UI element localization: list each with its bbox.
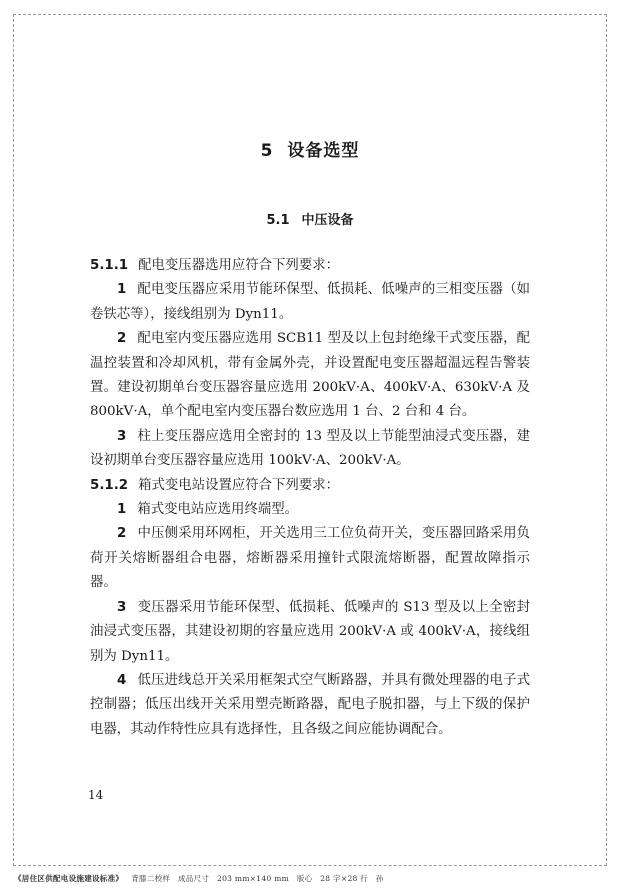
item-text: 低压进线总开关采用框架式空气断路器，并具有微处理器的电子式控制器；低压出线开关采用塑壳断路器，配电子脱扣器，与上下级的保护电器，其动作特性应具有选择性，且各级之间应能协调配合。	[90, 672, 530, 737]
footer-meta: 背膝二校样 成品尺寸 203 mm×140 mm 版心 28 字×28 行 孙	[131, 874, 384, 883]
list-item	[90, 278, 530, 327]
list-item	[90, 669, 530, 742]
section-heading	[0, 209, 620, 228]
chapter-number: 5	[260, 141, 274, 161]
list-item	[90, 596, 530, 669]
item-number: 3	[117, 428, 127, 444]
clause-text: 配电变压器选用应符合下列要求：	[138, 258, 339, 273]
item-number: 1	[117, 502, 127, 518]
item-text: 配电变压器应采用节能环保型、低损耗、低噪声的三相变压器（如卷铁芯等），接线组别为 Dyn11。	[90, 282, 530, 322]
clause-number: 5.1.2	[90, 477, 129, 493]
item-number: 4	[117, 672, 127, 688]
item-text: 变压器采用节能环保型、低损耗、低噪声的 S13 型及以上全密封油浸式变压器，其建设初期的容量应选用 200kV·A 或 400kV·A，接线组别为 Dyn11。	[90, 599, 530, 664]
clause-number: 5.1.1	[90, 258, 129, 273]
item-number: 2	[117, 331, 127, 347]
list-item	[90, 425, 530, 474]
footer-title: 《居住区供配电设施建设标准》	[14, 874, 124, 883]
clause-text: 箱式变电站设置应符合下列要求：	[138, 477, 339, 493]
item-number: 1	[117, 282, 127, 298]
list-item	[90, 522, 530, 595]
item-number: 3	[117, 599, 127, 615]
item-text: 箱式变电站应选用终端型。	[137, 502, 299, 518]
body-text	[90, 254, 530, 742]
section-number: 5.1	[266, 213, 290, 228]
item-number: 2	[117, 526, 127, 542]
chapter-heading	[0, 136, 620, 161]
item-text: 配电室内变压器应选用 SCB11 型及以上包封绝缘干式变压器，配温控装置和冷却风机，带有金属外壳，并设置配电变压器超温远程告警装置。建设初期单台变压器容量应选用 200kV·A、400kV·A、630kV·A 及 800kV·A，单个配电室内变压器台数应选用 1 台、2 台和 4 台。	[90, 331, 530, 420]
section-title: 中压设备	[301, 213, 354, 228]
chapter-title: 设备选型	[287, 141, 360, 161]
clause-5-1-2	[90, 474, 530, 498]
print-footer	[14, 873, 384, 884]
list-item	[90, 327, 530, 425]
list-item	[90, 498, 530, 522]
clause-5-1-1	[90, 254, 530, 278]
item-text: 中压侧采用环网柜，开关选用三工位负荷开关，变压器回路采用负荷开关熔断器组合电器，熔断器采用撞针式限流熔断器，配置故障指示器。	[90, 526, 530, 591]
page-number: 14	[88, 788, 104, 802]
item-text: 柱上变压器应选用全密封的 13 型及以上节能型油浸式变压器，建设初期单台变压器容量应选用 100kV·A、200kV·A。	[90, 428, 530, 469]
